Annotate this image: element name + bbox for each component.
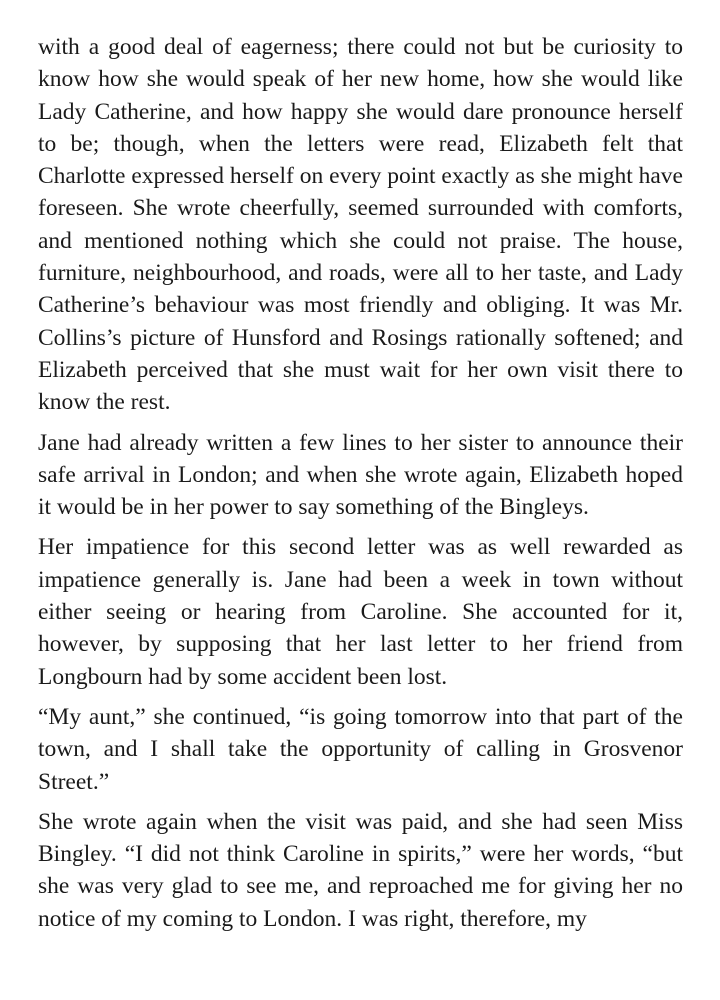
paragraph-1: with a good deal of eagerness; there could not but be curiosity to know how she would speak of her new home, how she would like Lady Catherine, and how happy she would dare pronounce herself to be; though, when the letters were read, Elizabeth felt that Charlotte expressed herself on every point exactly as she might have foreseen. She wrote cheerfully, seemed surrounded with comforts, and mentioned nothing which she could not praise. The house, furniture, neighbourhood, and roads, were all to her taste, and Lady Catherine’s behaviour was most friendly and obliging. It was Mr. Collins’s picture of Hunsford and Rosings rationally softened; and Elizabeth perceived that she must wait for her own visit there to know the rest. bbox=[38, 34, 683, 416]
paragraph-2: Jane had already written a few lines to her sister to announce their safe arrival in London; and when she wrote again, Elizabeth hoped it would be in her power to say something of the Bingleys. bbox=[38, 429, 683, 521]
paragraph-3: Her impatience for this second letter was as well rewarded as impatience generally is. Jane had been a week in town without either seeing or hearing from Caroline. She accounted for it, however, by supposing that her last letter to her friend from Longbourn had by some accident been lost. bbox=[38, 534, 683, 690]
paragraph-4: “My aunt,” she continued, “is going tomorrow into that part of the town, and I shall take the opportunity of calling in Grosvenor Street.” bbox=[38, 703, 683, 795]
paragraph-5: She wrote again when the visit was paid, and she had seen Miss Bingley. “I did not think Caroline in spirits,” were her words, “but she was very glad to see me, and reproached me for giving her no notice of my coming to London. I was right, therefore, my bbox=[38, 808, 683, 932]
